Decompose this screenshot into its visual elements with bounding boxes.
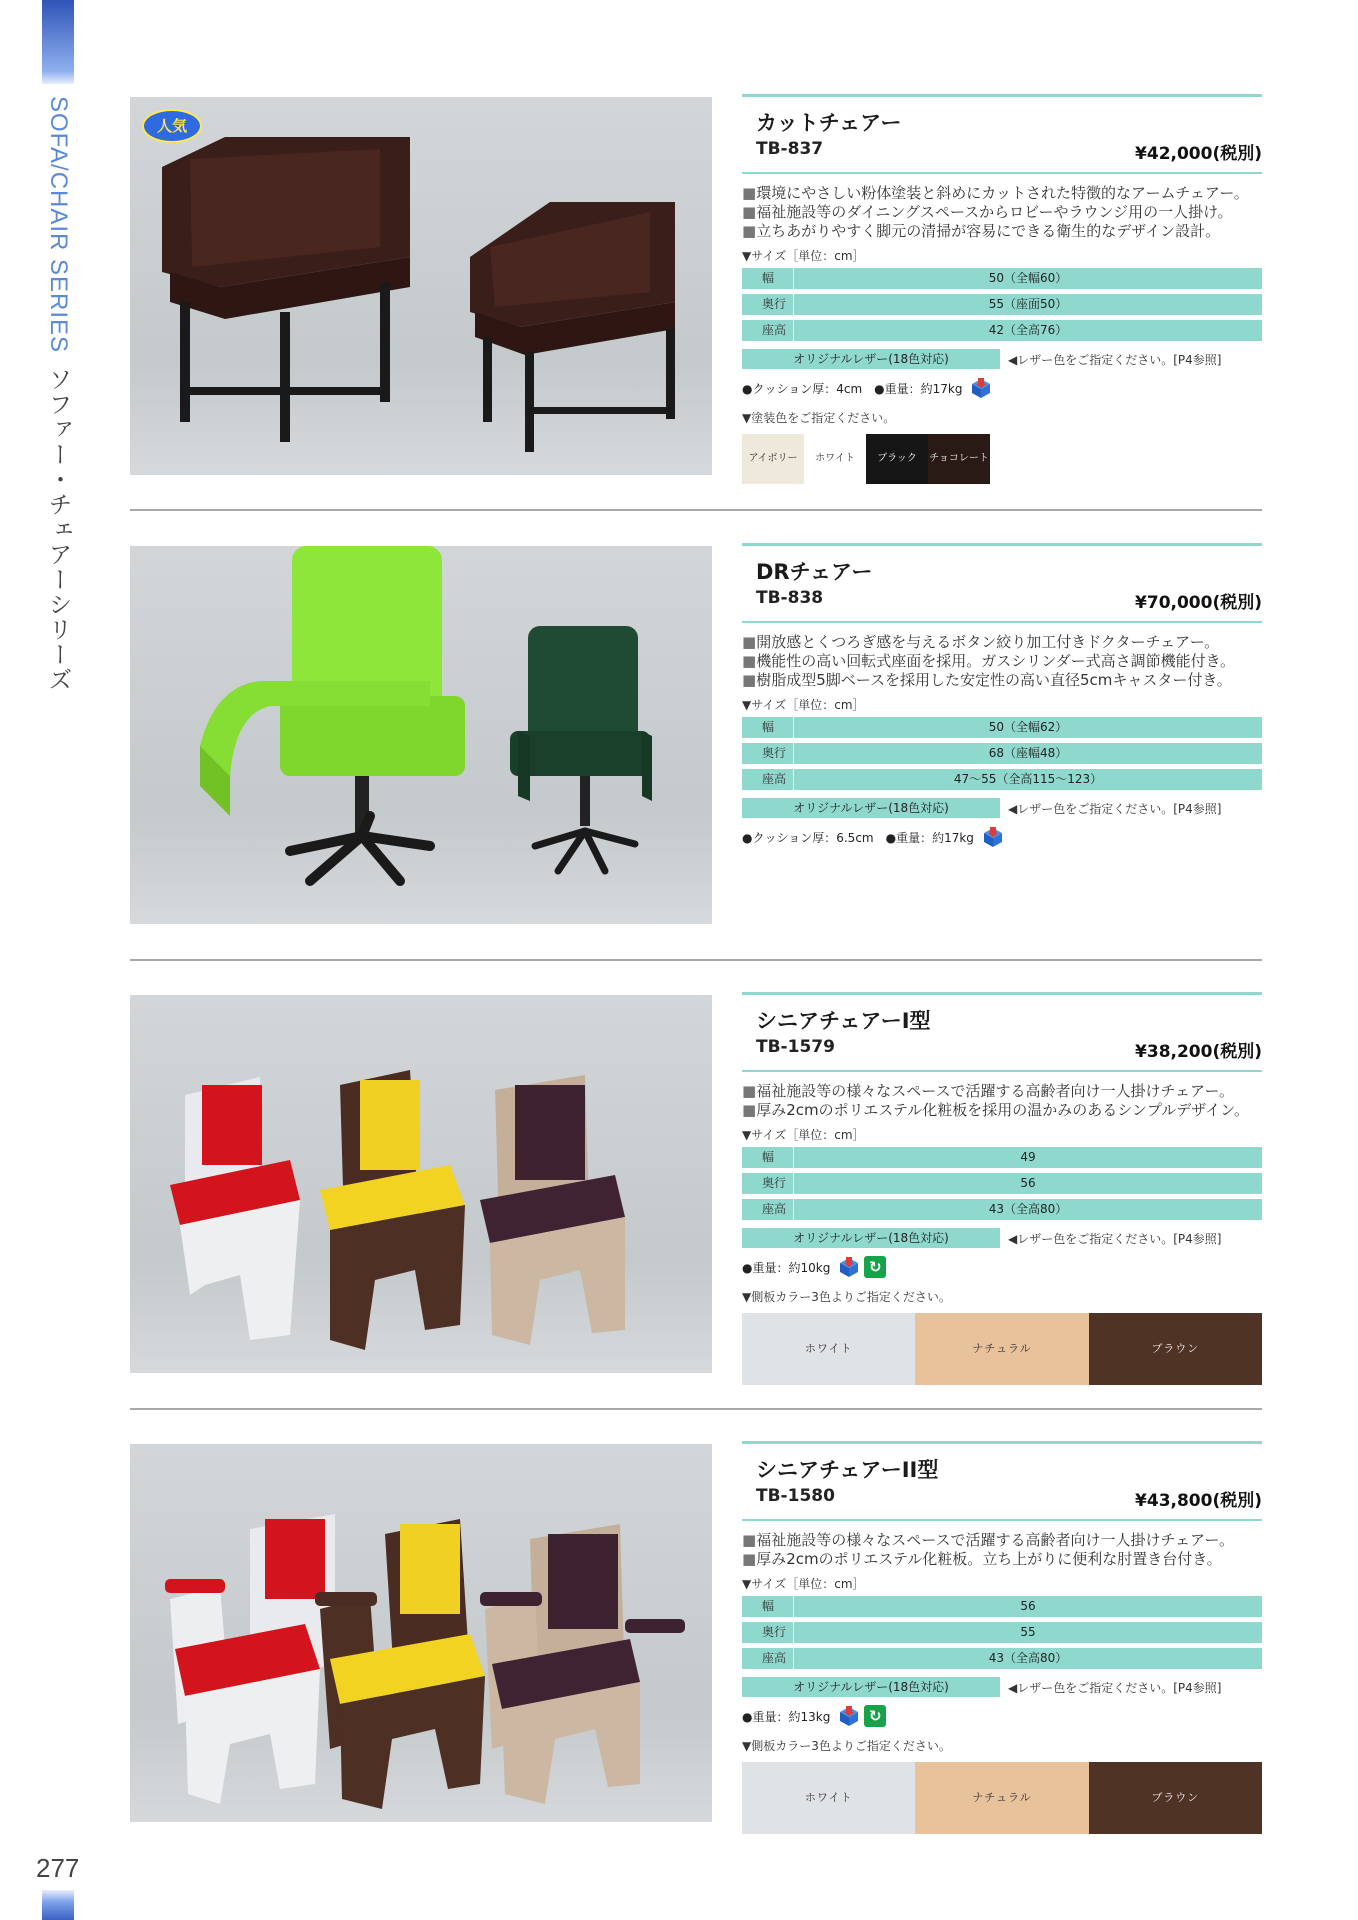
spec-label: 座高 (742, 769, 794, 790)
swatch-chocolate[interactable]: チョコレート (928, 434, 990, 484)
recycle-icon: ↻ (864, 1705, 886, 1727)
spec-value: 55 (1020, 1625, 1036, 1639)
side-accent-bar-bottom (42, 1890, 74, 1920)
product-code: TB-838 (756, 588, 824, 608)
product-description (742, 633, 1262, 690)
desc-line: ■ 樹脂成型5脚ベースを採用した安定性の高い直径5cmキャスター付き。 (742, 671, 1262, 690)
spec-table (742, 1147, 1262, 1220)
spec-row-seat-height (742, 320, 1262, 341)
cushion-thickness: ●クッション厚：4cm (742, 381, 863, 396)
product-code: TB-1580 (756, 1486, 835, 1506)
title-rule (742, 543, 1262, 546)
spec-value: 43（全高80） (988, 1651, 1068, 1665)
board-swatches (742, 1313, 1262, 1385)
swatch-brown[interactable]: ブラウン (1089, 1762, 1262, 1834)
desc-line: ■ 福祉施設等の様々なスペースで活躍する高齢者向け一人掛けチェアー。 (742, 1531, 1262, 1550)
spec-value: 42（全高76） (988, 323, 1068, 337)
spec-row-seat-height (742, 769, 1262, 790)
product-name: カットチェアー (756, 111, 902, 135)
recycle-icon: ↻ (864, 1256, 886, 1278)
spec-row-seat-height (742, 1648, 1262, 1669)
product-info-senior-chair-2 (742, 1441, 1262, 1834)
leather-tag: オリジナルレザー(18色対応) (742, 798, 1000, 818)
product-name: シニアチェアーII型 (756, 1458, 939, 1482)
section-divider (130, 509, 1262, 511)
title-rule (742, 1441, 1262, 1444)
product-description (742, 184, 1262, 241)
desc-line: ■ 環境にやさしい粉体塗装と斜めにカットされた特徴的なアームチェアー。 (742, 184, 1262, 203)
spec-table (742, 1596, 1262, 1669)
spec-row-depth (742, 294, 1262, 315)
page-number: 277 (36, 1853, 80, 1883)
side-accent-bar-top (42, 0, 74, 84)
swatch-white[interactable]: ホワイト (804, 434, 866, 484)
title-rule (742, 992, 1262, 995)
weight: ●重量：約13kg (742, 1709, 831, 1724)
product-price: ¥42,000(税別) (1135, 144, 1262, 164)
shipping-box-icon (970, 377, 992, 399)
swatch-brown[interactable]: ブラウン (1089, 1313, 1262, 1385)
spec-value: 50（全幅60） (988, 271, 1068, 285)
paint-swatches (742, 434, 1262, 484)
paint-color-heading: ▼塗装色をご指定ください。 (742, 411, 896, 425)
dr-chair-illustration (130, 546, 712, 924)
spec-label: 奥行 (742, 743, 794, 764)
spec-row-seat-height (742, 1199, 1262, 1220)
weight: ●重量：約17kg (885, 830, 974, 845)
leather-note: ◀レザー色をご指定ください。[P4参照] (1008, 352, 1222, 367)
desc-line: ■ 福祉施設等のダイニングスペースからロビーやラウンジ用の一人掛け。 (742, 203, 1262, 222)
spec-label: 座高 (742, 320, 794, 341)
spec-label: 奥行 (742, 1622, 794, 1643)
series-title-vertical (42, 96, 74, 696)
section-divider (130, 959, 1262, 961)
cushion-thickness: ●クッション厚：6.5cm (742, 830, 874, 845)
senior-chair-2-illustration (130, 1444, 712, 1822)
product-info-senior-chair-1 (742, 992, 1262, 1385)
board-color-heading: ▼側板カラー3色よりご指定ください。 (742, 1739, 951, 1753)
shipping-box-icon (838, 1256, 860, 1278)
shipping-box-icon (982, 826, 1004, 848)
desc-line: ■ 機能性の高い回転式座面を採用。ガスシリンダー式高さ調節機能付き。 (742, 652, 1262, 671)
desc-line: ■ 厚み2cmのポリエステル化粧板。立ち上がりに便利な肘置き台付き。 (742, 1550, 1262, 1569)
spec-row-width (742, 1147, 1262, 1168)
board-color-heading: ▼側板カラー3色よりご指定ください。 (742, 1290, 951, 1304)
swatch-black[interactable]: ブラック (866, 434, 928, 484)
product-info-dr-chair (742, 543, 1262, 848)
shipping-box-icon (838, 1705, 860, 1727)
product-photo-dr-chair (130, 546, 712, 924)
product-name: シニアチェアーI型 (756, 1009, 931, 1033)
product-price: ¥38,200(税別) (1135, 1042, 1262, 1062)
product-photo-senior-chair-1 (130, 995, 712, 1373)
desc-line: ■ 立ちあがりやすく脚元の清掃が容易にできる衛生的なデザイン設計。 (742, 222, 1262, 241)
product-price: ¥70,000(税別) (1135, 593, 1262, 613)
cut-chair-illustration (130, 97, 712, 475)
spec-value: 47〜55（全高115〜123） (953, 772, 1103, 786)
popular-badge: 人気 (142, 109, 202, 143)
product-price: ¥43,800(税別) (1135, 1491, 1262, 1511)
desc-rule (742, 172, 1262, 174)
product-photo-senior-chair-2 (130, 1444, 712, 1822)
spec-label: 奥行 (742, 294, 794, 315)
spec-row-depth (742, 1173, 1262, 1194)
spec-label: 奥行 (742, 1173, 794, 1194)
leather-tag: オリジナルレザー(18色対応) (742, 1228, 1000, 1248)
spec-value: 55（座面50） (988, 297, 1068, 311)
section-divider (130, 1408, 1262, 1410)
size-heading: ▼サイズ［単位：cm］ (742, 249, 865, 263)
spec-value: 49 (1020, 1150, 1036, 1164)
size-heading: ▼サイズ［単位：cm］ (742, 1128, 865, 1142)
swatch-white[interactable]: ホワイト (742, 1762, 915, 1834)
swatch-ivory[interactable]: アイボリー (742, 434, 804, 484)
product-code: TB-1579 (756, 1037, 835, 1057)
desc-rule (742, 621, 1262, 623)
product-photo-cut-chair (130, 97, 712, 475)
swatch-natural[interactable]: ナチュラル (915, 1313, 1088, 1385)
spec-value: 56 (1020, 1176, 1036, 1190)
leather-note: ◀レザー色をご指定ください。[P4参照] (1008, 1680, 1222, 1695)
weight: ●重量：約17kg (874, 381, 963, 396)
swatch-natural[interactable]: ナチュラル (915, 1762, 1088, 1834)
size-heading: ▼サイズ［単位：cm］ (742, 1577, 865, 1591)
product-name: DRチェアー (756, 560, 873, 584)
desc-line: ■ 厚み2cmのポリエステル化粧板を採用の温かみのあるシンプルデザイン。 (742, 1101, 1262, 1120)
leather-tag: オリジナルレザー(18色対応) (742, 349, 1000, 369)
spec-value: 43（全高80） (988, 1202, 1068, 1216)
board-swatches (742, 1762, 1262, 1834)
desc-rule (742, 1519, 1262, 1521)
leather-note: ◀レザー色をご指定ください。[P4参照] (1008, 801, 1222, 816)
size-heading: ▼サイズ［単位：cm］ (742, 698, 865, 712)
spec-value: 50（全幅62） (988, 720, 1068, 734)
spec-row-width (742, 268, 1262, 289)
product-description (742, 1531, 1262, 1569)
spec-label: 幅 (742, 717, 794, 738)
leather-tag: オリジナルレザー(18色対応) (742, 1677, 1000, 1697)
spec-row-width (742, 717, 1262, 738)
desc-rule (742, 1070, 1262, 1072)
product-description (742, 1082, 1262, 1120)
spec-label: 幅 (742, 1596, 794, 1617)
spec-row-depth (742, 743, 1262, 764)
product-code: TB-837 (756, 139, 824, 159)
senior-chair-1-illustration (130, 995, 712, 1373)
desc-line: ■ 開放感とくつろぎ感を与えるボタン絞り加工付きドクターチェアー。 (742, 633, 1262, 652)
spec-value: 68（座幅48） (988, 746, 1068, 760)
spec-row-depth (742, 1622, 1262, 1643)
spec-table (742, 717, 1262, 790)
product-info-cut-chair (742, 94, 1262, 484)
spec-label: 座高 (742, 1648, 794, 1669)
title-rule (742, 94, 1262, 97)
spec-value: 56 (1020, 1599, 1036, 1613)
swatch-white[interactable]: ホワイト (742, 1313, 915, 1385)
leather-note: ◀レザー色をご指定ください。[P4参照] (1008, 1231, 1222, 1246)
weight: ●重量：約10kg (742, 1260, 831, 1275)
spec-table (742, 268, 1262, 341)
spec-row-width (742, 1596, 1262, 1617)
spec-label: 幅 (742, 1147, 794, 1168)
desc-line: ■ 福祉施設等の様々なスペースで活躍する高齢者向け一人掛けチェアー。 (742, 1082, 1262, 1101)
series-title-jp: ソファー・チェアーシリーズ (44, 367, 72, 693)
series-title-en: SOFA/CHAIR SERIES (45, 96, 72, 354)
spec-label: 幅 (742, 268, 794, 289)
spec-label: 座高 (742, 1199, 794, 1220)
